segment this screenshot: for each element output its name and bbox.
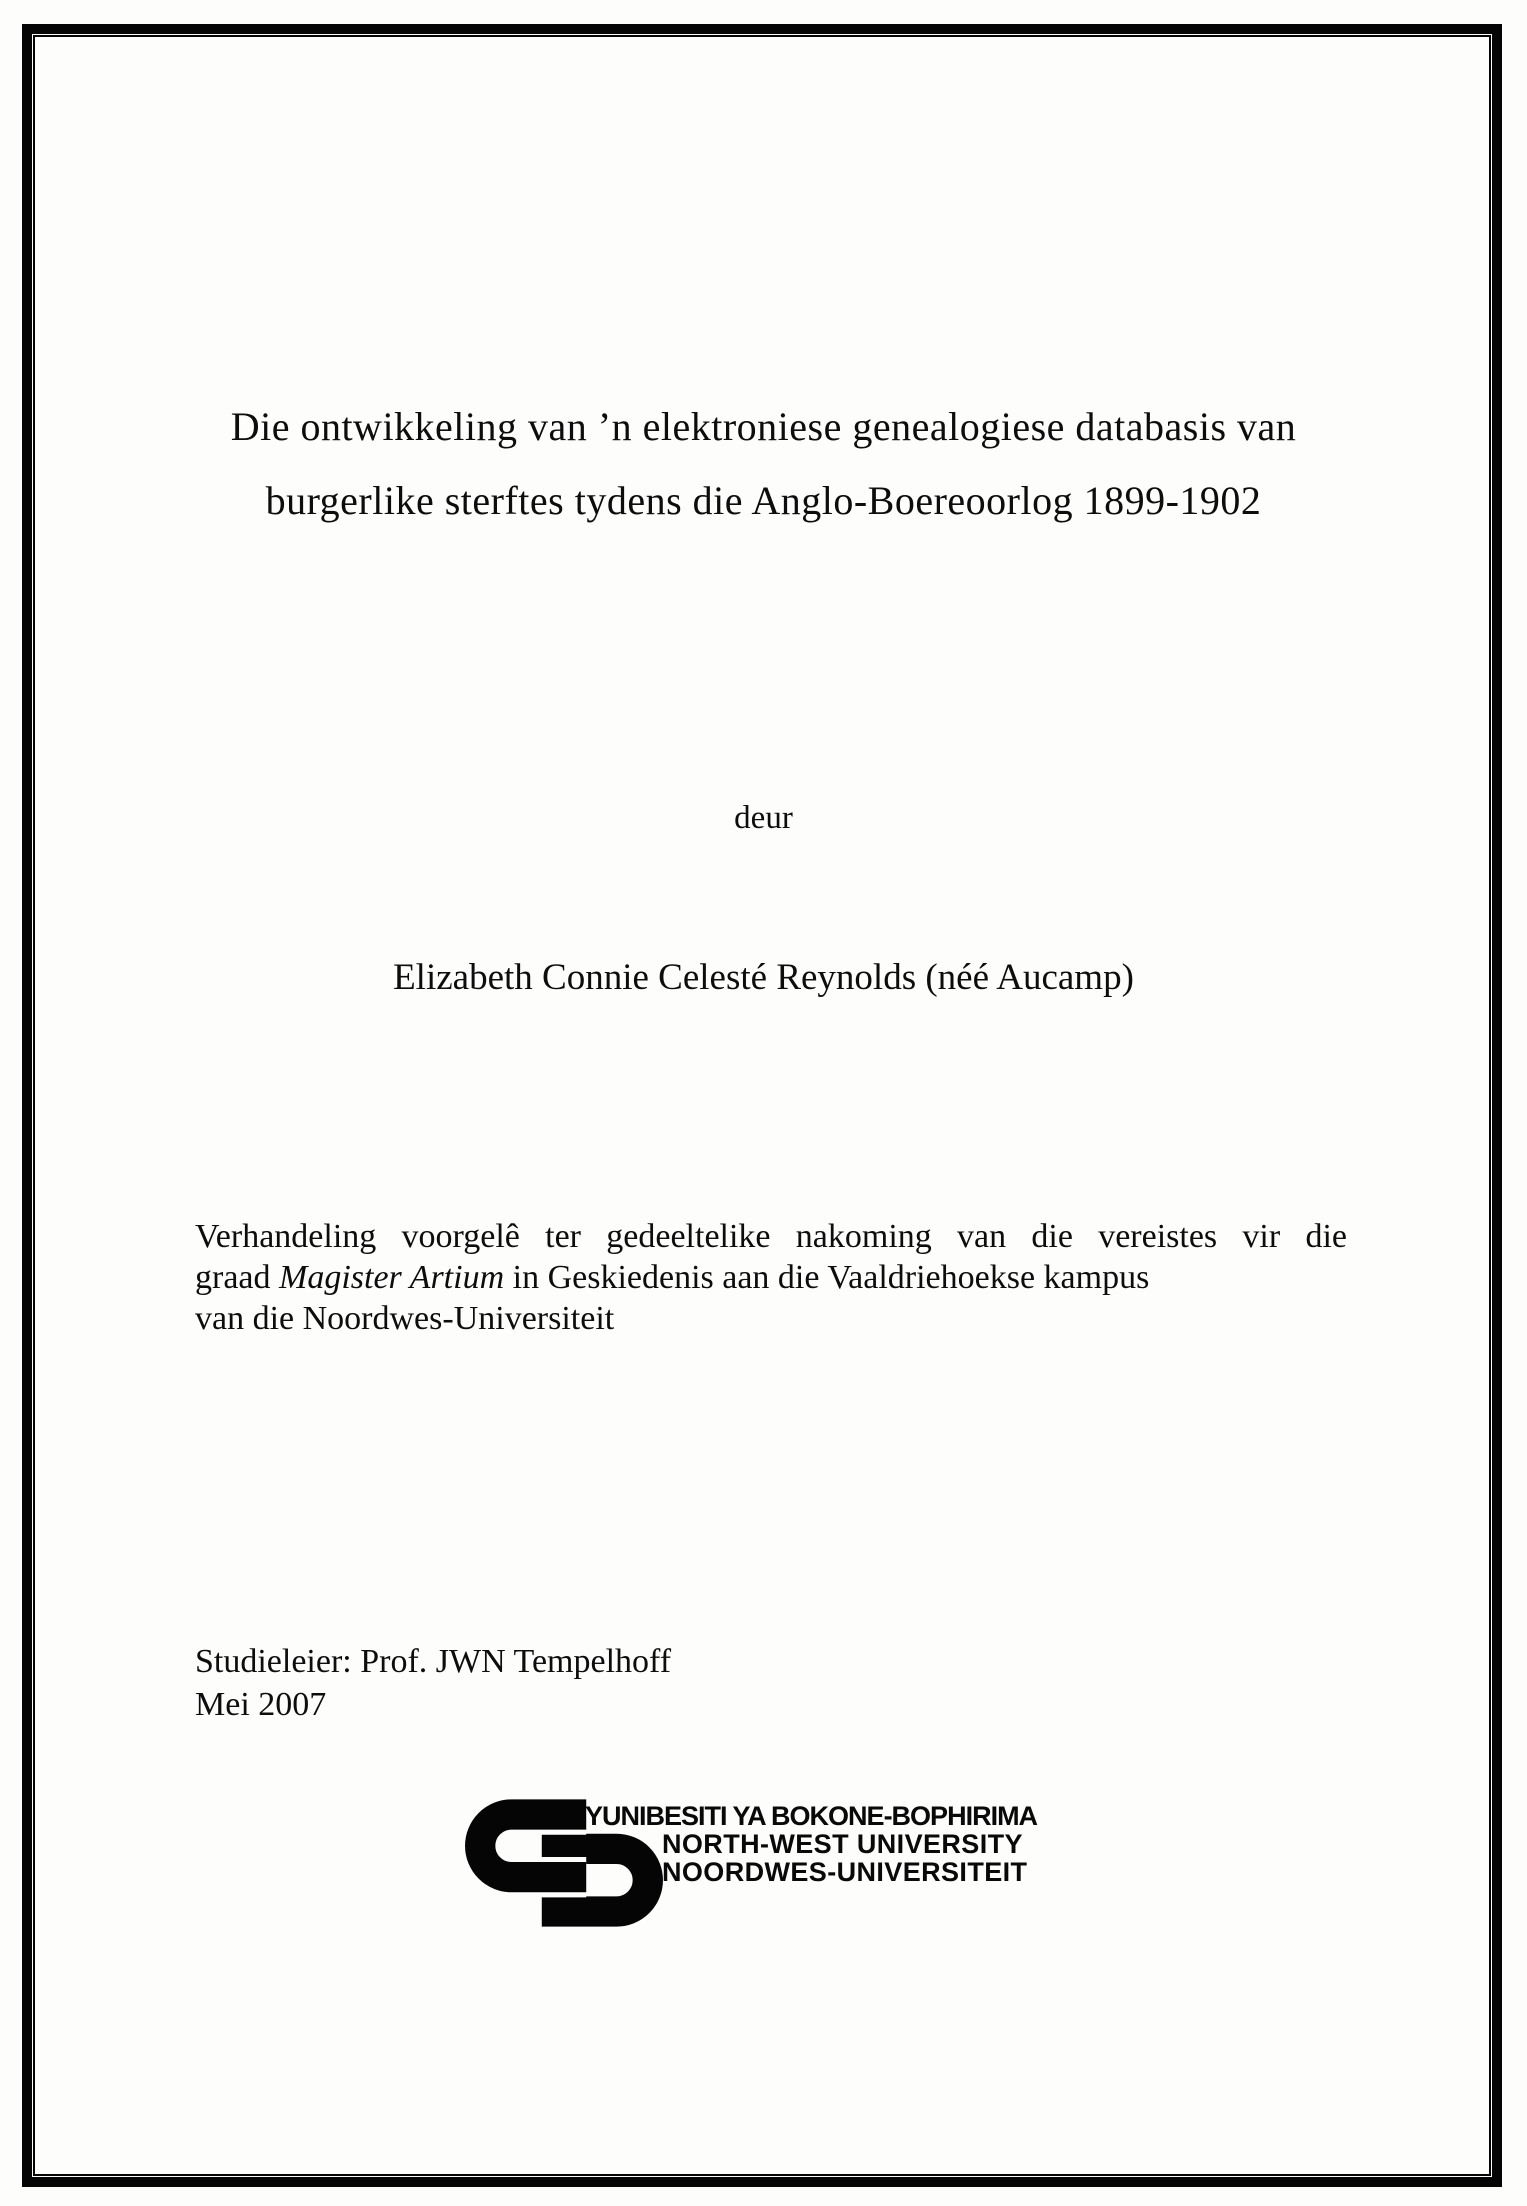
- statement-line-2-post: in Geskiedenis aan die Vaaldriehoekse kampus: [504, 1259, 1150, 1296]
- thesis-title: [120, 390, 1407, 538]
- degree-name-italic: Magister Artium: [279, 1259, 505, 1296]
- supervisor-block: [195, 1640, 671, 1726]
- thesis-title-line-2: burgerlike sterftes tydens die Anglo-Boereoorlog 1899-1902: [265, 478, 1262, 523]
- supervisor-line: Studieleier: Prof. JWN Tempelhoff: [195, 1643, 672, 1680]
- statement-line-2: [195, 1257, 1347, 1298]
- submission-statement: [195, 1216, 1347, 1339]
- university-logo: [463, 1795, 1083, 1935]
- statement-line-1: Verhandeling voorgelê ter gedeeltelike nakoming van die vereistes vir die: [195, 1218, 1347, 1255]
- university-logo-text: [585, 1802, 1037, 1886]
- author-name: Elizabeth Connie Celesté Reynolds (néé Aucamp): [393, 957, 1134, 998]
- logo-text-english: NORTH-WEST UNIVERSITY: [662, 1829, 1023, 1859]
- statement-line-3: van die Noordwes-Universiteit: [195, 1300, 615, 1337]
- byline-label: deur: [734, 800, 793, 836]
- logo-text-afrikaans: NOORDWES-UNIVERSITEIT: [662, 1857, 1028, 1887]
- date-line: Mei 2007: [195, 1686, 327, 1723]
- statement-line-2-pre: graad: [195, 1259, 280, 1296]
- thesis-title-line-1: Die ontwikkeling van ’n elektroniese genealogiese databasis van: [230, 404, 1297, 449]
- logo-text-setswana: YUNIBESITI YA BOKONE-BOPHIRIMA: [585, 1801, 1038, 1831]
